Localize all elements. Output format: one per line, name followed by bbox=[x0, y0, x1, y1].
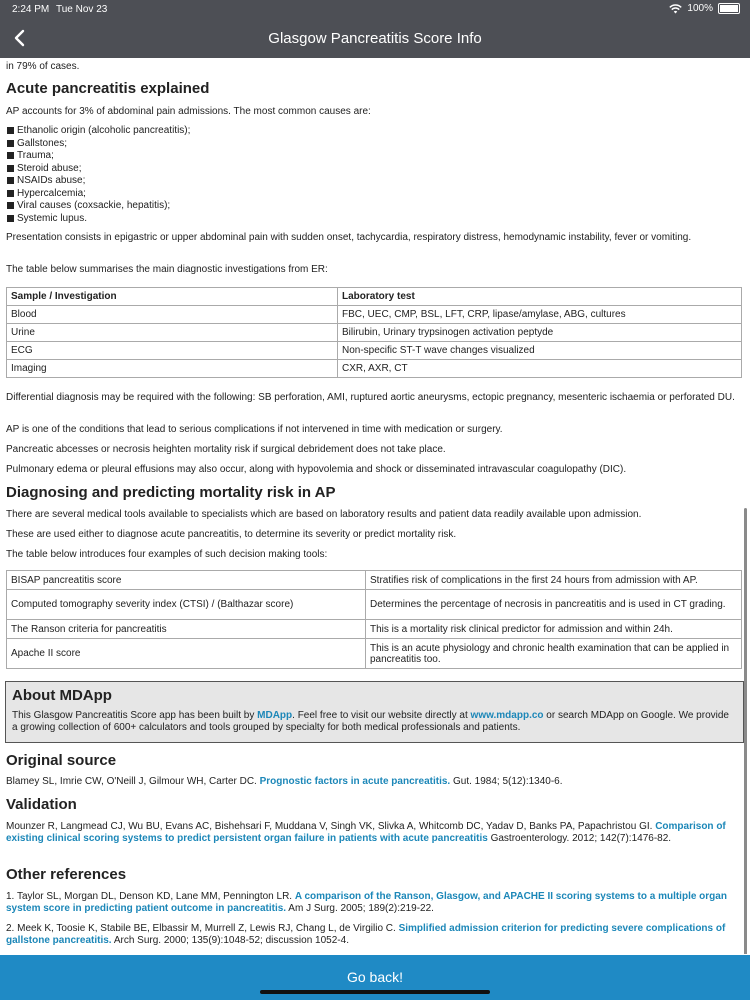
table-row bbox=[7, 571, 742, 590]
table-cell: Non-specific ST-T wave changes visualized bbox=[338, 342, 742, 360]
table-row bbox=[7, 639, 742, 669]
status-right bbox=[669, 3, 740, 14]
edema-text: Pulmonary edema or pleural effusions may also occur, along with hypovolemia and shock or disseminated intravascular coagulopathy (DIC). bbox=[6, 464, 627, 475]
battery-percent: 100% bbox=[687, 3, 713, 14]
table-cell: This is a mortality risk clinical predictor for admission and within 24h. bbox=[366, 620, 742, 639]
presentation-text: Presentation consists in epigastric or upper abdominal pain with sudden onset, tachycardia, respiratory distress, hemodynamic instability, fever or vomiting. bbox=[6, 232, 692, 243]
section-heading-diagnosing: Diagnosing and predicting mortality risk in AP bbox=[6, 484, 336, 501]
table-row bbox=[7, 342, 742, 360]
table-cell: Imaging bbox=[7, 360, 338, 378]
mdapp-link[interactable]: MDApp bbox=[257, 710, 293, 721]
section-heading-other-references: Other references bbox=[6, 866, 127, 883]
section-heading-validation: Validation bbox=[6, 796, 77, 813]
validation-citation: Mounzer R, Langmead CJ, Wu BU, Evans AC, Bishehsari F, Muddana V, Singh VK, Slivka A, Whitcomb DC, Yadav D, Banks PA, Papachristou GI. Comparison of existing clinical scoring systems to predict persistent organ failure in patients with acute pancreatitis Gastroenterology. 2012; 142(7):1476-82. bbox=[6, 821, 726, 844]
table-cell: BISAP pancreatitis score bbox=[7, 571, 366, 590]
table-row bbox=[7, 590, 742, 620]
ap-intro: AP accounts for 3% of abdominal pain admissions. The most common causes are: bbox=[6, 106, 371, 117]
table-intro: The table below summarises the main diagnostic investigations from ER: bbox=[6, 264, 328, 275]
table-cell: Blood bbox=[7, 306, 338, 324]
table-cell: Computed tomography severity index (CTSI) / (Balthazar score) bbox=[7, 590, 366, 620]
reference-link[interactable]: Simplified admission criterion for predicting severe complications of gallstone pancreatitis. bbox=[6, 923, 726, 946]
diag-text-1: There are several medical tools available to specialists which are based on laboratory results and patient data readily available upon admission. bbox=[6, 509, 642, 520]
about-text: This Glasgow Pancreatitis Score app has been built by MDApp. Feel free to visit our website directly at www.mdapp.co or search MDApp on Google. We provide a growing collection of 600+ calculators and tools grouped by specialty for both medical professionals and patients. bbox=[12, 710, 729, 733]
content-scroll[interactable] bbox=[0, 58, 750, 954]
causes-list bbox=[6, 125, 744, 225]
table-row bbox=[7, 620, 742, 639]
website-link[interactable]: www.mdapp.co bbox=[470, 710, 544, 721]
list-item: Trauma; bbox=[6, 150, 744, 163]
table-row bbox=[7, 360, 742, 378]
list-item: Gallstones; bbox=[6, 138, 744, 151]
page-title: Glasgow Pancreatitis Score Info bbox=[268, 30, 482, 47]
cut-off-text: in 79% of cases. bbox=[6, 61, 80, 72]
battery-icon bbox=[718, 3, 740, 14]
table-cell: FBC, UEC, CMP, BSL, LFT, CRP, lipase/amylase, ABG, cultures bbox=[338, 306, 742, 324]
about-heading: About MDApp bbox=[12, 687, 112, 704]
nav-bar bbox=[0, 20, 750, 58]
investigations-table bbox=[6, 287, 742, 378]
status-bar bbox=[0, 0, 750, 20]
table-row bbox=[7, 306, 742, 324]
diag-text-3: The table below introduces four examples of such decision making tools: bbox=[6, 549, 328, 560]
abscess-text: Pancreatic abcesses or necrosis heighten mortality risk if surgical debridement does not take place. bbox=[6, 444, 446, 455]
status-time: 2:24 PM bbox=[12, 4, 50, 15]
table-cell: Stratifies risk of complications in the first 24 hours from admission with AP. bbox=[366, 571, 742, 590]
section-heading-original-source: Original source bbox=[6, 752, 117, 769]
reference-item: 2. Meek K, Toosie K, Stabile BE, Elbassir M, Murrell Z, Lewis RJ, Chang L, de Virgilio C. Simplified admission criterion for predicting severe complications of gallstone pancreatitis. Arch Surg. 2000; 135(9):1048-52; discussion 1052-4. bbox=[6, 923, 726, 946]
status-date: Tue Nov 23 bbox=[56, 4, 108, 15]
table-cell: Urine bbox=[7, 324, 338, 342]
wifi-icon bbox=[669, 4, 682, 14]
differential-text: Differential diagnosis may be required with the following: SB perforation, AMI, ruptured aortic aneurysms, ectopic pregnancy, mesenteric ischaemia or perforated DU. bbox=[6, 392, 735, 403]
home-indicator bbox=[260, 990, 490, 994]
validation-link[interactable]: Comparison of existing clinical scoring systems to predict persistent organ failure in patients with acute pancreatitis bbox=[6, 821, 726, 844]
list-item: Hypercalcemia; bbox=[6, 188, 744, 201]
column-header: Laboratory test bbox=[338, 288, 742, 306]
tools-table bbox=[6, 570, 742, 669]
original-source-citation: Blamey SL, Imrie CW, O'Neill J, Gilmour WH, Carter DC. Prognostic factors in acute pancreatitis. Gut. 1984; 5(12):1340-6. bbox=[6, 776, 563, 787]
list-item: Systemic lupus. bbox=[6, 213, 744, 226]
table-cell: Apache II score bbox=[7, 639, 366, 669]
diag-text-2: These are used either to diagnose acute pancreatitis, to determine its severity or predict mortality risk. bbox=[6, 529, 457, 540]
section-heading-ap: Acute pancreatitis explained bbox=[6, 80, 210, 97]
table-cell: Bilirubin, Urinary trypsinogen activation peptyde bbox=[338, 324, 742, 342]
table-cell: The Ranson criteria for pancreatitis bbox=[7, 620, 366, 639]
original-source-link[interactable]: Prognostic factors in acute pancreatitis. bbox=[259, 776, 451, 787]
table-cell: ECG bbox=[7, 342, 338, 360]
about-box bbox=[5, 681, 744, 743]
scrollbar[interactable] bbox=[744, 508, 747, 954]
table-cell: Determines the percentage of necrosis in pancreatitis and is used in CT grading. bbox=[366, 590, 742, 620]
table-cell: CXR, AXR, CT bbox=[338, 360, 742, 378]
table-cell: This is an acute physiology and chronic health examination that can be applied in pancreatitis too. bbox=[366, 639, 742, 669]
table-row bbox=[7, 324, 742, 342]
column-header: Sample / Investigation bbox=[7, 288, 338, 306]
list-item: Ethanolic origin (alcoholic pancreatitis); bbox=[6, 125, 744, 138]
reference-link[interactable]: A comparison of the Ranson, Glasgow, and APACHE II scoring systems to a multiple organ system score in predicting patient outcome in pancreatitis. bbox=[6, 891, 727, 914]
reference-item: 1. Taylor SL, Morgan DL, Denson KD, Lane MM, Pennington LR. A comparison of the Ranson, Glasgow, and APACHE II scoring systems to a multiple organ system score in predicting patient outcome in pancreatitis. Am J Surg. 2005; 189(2):219-22. bbox=[6, 891, 727, 914]
list-item: Viral causes (coxsackie, hepatitis); bbox=[6, 200, 744, 213]
go-back-button[interactable]: Go back! bbox=[0, 955, 750, 1000]
complications-text: AP is one of the conditions that lead to serious complications if not intervened in time with medication or surgery. bbox=[6, 424, 503, 435]
table-header-row bbox=[7, 288, 742, 306]
list-item: Steroid abuse; bbox=[6, 163, 744, 176]
list-item: NSAIDs abuse; bbox=[6, 175, 744, 188]
